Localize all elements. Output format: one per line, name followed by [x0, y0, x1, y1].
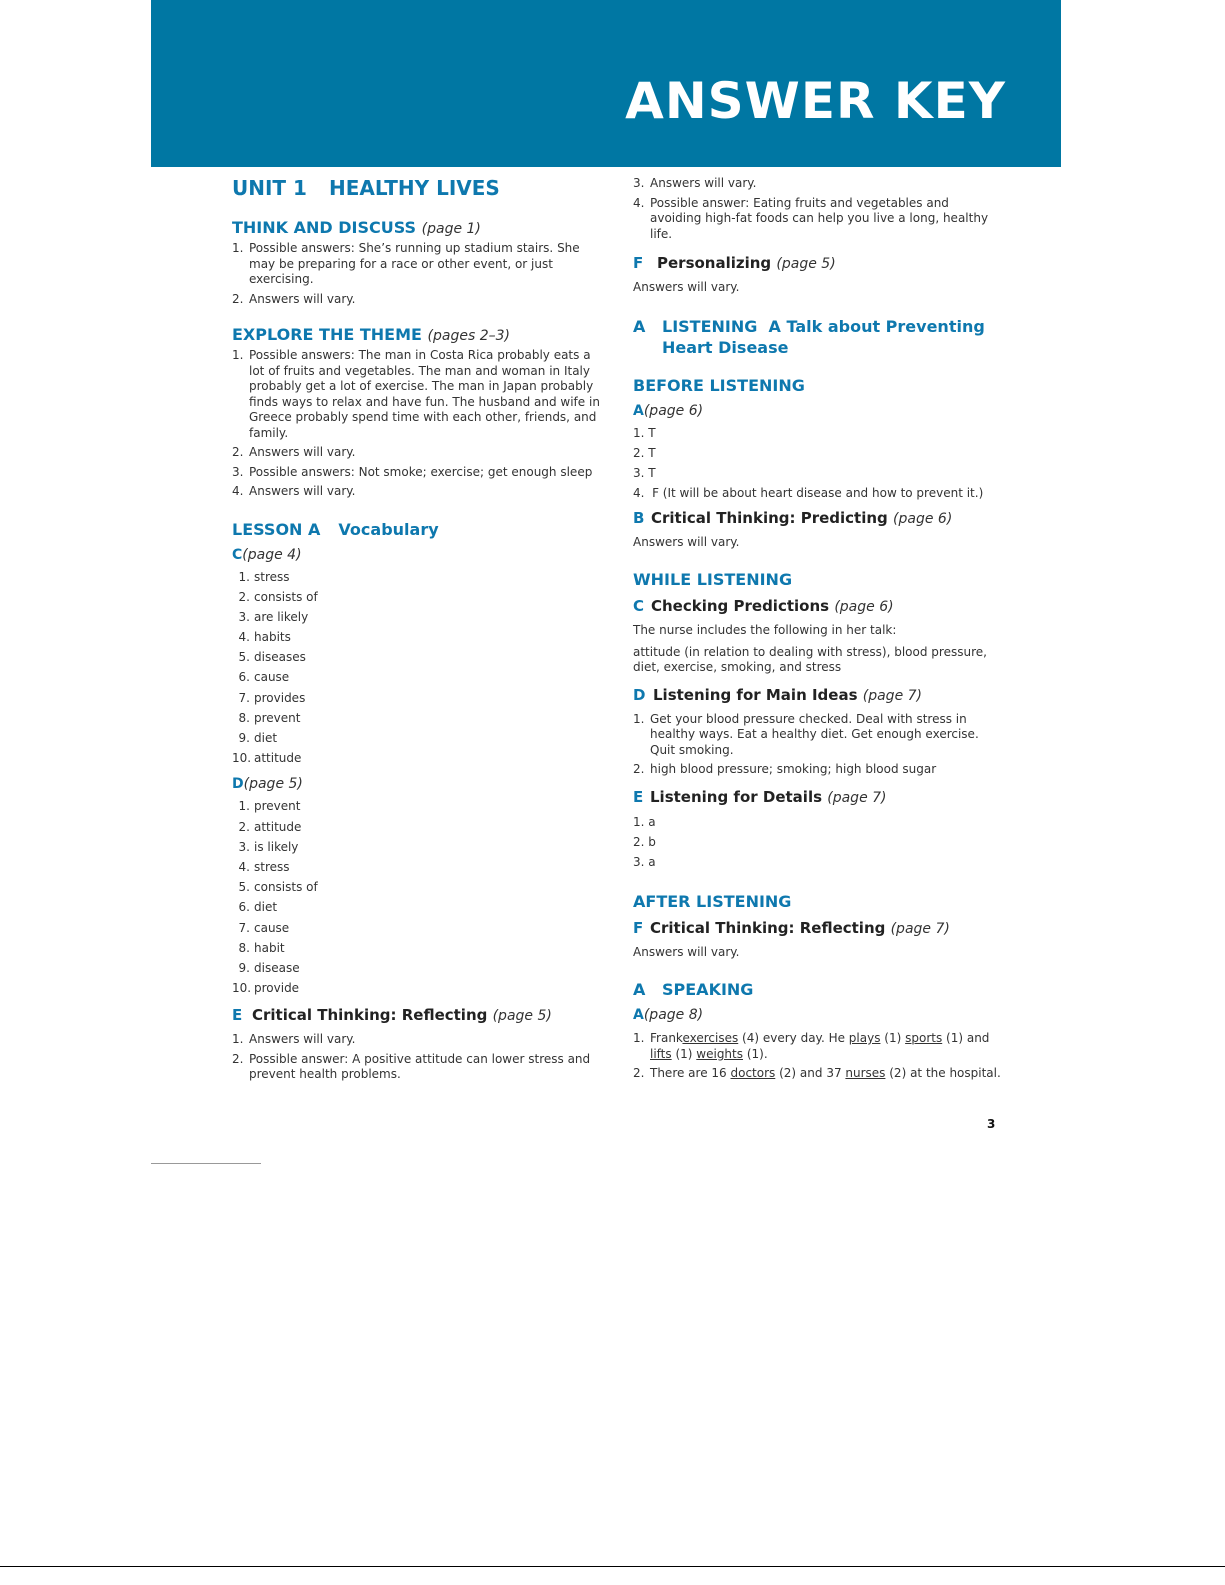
list-item: 1. Possible answers: She’s running up stadium stairs. She may be preparing for a race or other event, or just exercising. [232, 241, 580, 286]
item-text: diseases [254, 650, 306, 665]
item-text: cause [254, 670, 290, 685]
page-ref: (page 7) [890, 920, 950, 937]
item-text: T [648, 465, 656, 480]
text-fragment: There are 16 [650, 1066, 731, 1080]
activity-title: Critical Thinking: Reflecting [650, 918, 886, 937]
item-text: Get your blood pressure checked. Deal with stress in healthy ways. Eat a healthy diet. Get enough exercise. Quit smoking. [650, 711, 979, 757]
activity-letter: E [633, 787, 644, 806]
page-edge-line [0, 1566, 1225, 1567]
activity-c-heading [232, 547, 602, 563]
activity-c-heading [633, 597, 1003, 615]
activity-d-heading [633, 686, 1003, 704]
list-item: 3. are likely [238, 609, 309, 624]
list-item: 6. diet [238, 900, 278, 915]
item-text: Possible answers: Not smoke; exercise; get enough sleep [249, 464, 593, 479]
text-fragment: (2) at the hospital. [885, 1066, 1001, 1080]
underlined-word: nurses [845, 1066, 886, 1080]
page-ref: (pages 2–3) [427, 328, 510, 344]
underlined-word: weights [696, 1046, 743, 1061]
list-item: 1. prevent [238, 799, 301, 814]
underlined-word: sports [905, 1031, 943, 1045]
item-text: Answers will vary. [650, 176, 757, 190]
list-item [633, 176, 1003, 192]
list-item: 2. b [633, 834, 656, 849]
activity-e-list [633, 812, 1003, 872]
section-title: A Talk about Preventing [768, 316, 985, 336]
activity-letter: D [232, 776, 244, 793]
text-fragment: Frank [650, 1031, 683, 1045]
page-ref: (page 7) [827, 789, 887, 806]
list-item: 2. Possible answer: A positive attitude can lower stress and prevent health problems. [232, 1051, 591, 1082]
list-item: 3. a [633, 854, 656, 869]
text-fragment: (1) and [942, 1031, 990, 1045]
activity-d-heading [232, 776, 602, 792]
activity-e-heading [232, 1006, 602, 1024]
page-ref: (page 5) [492, 1008, 552, 1025]
item-text: provides [254, 690, 306, 705]
underlined-word: doctors [730, 1066, 776, 1080]
text-fragment: (4) every day. He [738, 1031, 849, 1045]
list-item [633, 1031, 1003, 1062]
activity-letter: E [232, 1006, 243, 1025]
text-fragment: (1) [671, 1046, 697, 1061]
think-discuss-list [232, 241, 602, 307]
list-item: 2. consists of [238, 589, 318, 604]
item-text: diet [254, 731, 278, 745]
right-column [633, 176, 1003, 1086]
item-text: Answers will vary. [249, 291, 356, 306]
answer-text: attitude (in relation to dealing with stress), blood pressure, diet, exercise, smoking, and stress [633, 644, 987, 674]
activity-a-speaking-list [633, 1031, 1003, 1082]
page-ref: (page 1) [421, 221, 481, 237]
footer-rule [151, 1163, 261, 1164]
list-item: 2. Answers will vary. [232, 291, 356, 306]
explore-theme-heading [232, 325, 602, 344]
item-text: T [648, 425, 656, 440]
activity-title: Checking Predictions [651, 597, 830, 615]
activity-title: Personalizing [657, 254, 772, 272]
item-number: 4. [633, 195, 645, 210]
list-item [633, 1066, 1003, 1082]
item-text: Possible answer: Eating fruits and vegetables and avoiding high-fat foods can help you live a long, healthy life. [650, 195, 989, 241]
list-item: 10. provide [232, 981, 300, 996]
lesson-heading [232, 520, 602, 539]
before-listening-heading: BEFORE LISTENING [633, 375, 805, 395]
activity-a-heading [633, 403, 1003, 419]
activity-title: Listening for Details [650, 787, 823, 806]
item-number: 2. [633, 1066, 645, 1080]
activity-a-list [633, 423, 1003, 503]
activity-f-personalizing-heading [633, 254, 1003, 272]
left-column [232, 170, 602, 1087]
section-title-line2: Heart Disease [662, 337, 789, 357]
list-item: 8. prevent [238, 710, 301, 725]
section-title: EXPLORE THE THEME [232, 325, 422, 344]
underlined-word: plays [848, 1031, 881, 1045]
activity-title: Critical Thinking: Reflecting [252, 1006, 488, 1025]
item-text: a [648, 814, 656, 829]
item-number: 1. [633, 1031, 645, 1045]
underlined-word: lifts [650, 1046, 672, 1061]
item-text: stress [254, 569, 290, 584]
item-text: attitude [254, 819, 302, 834]
item-text: habits [254, 630, 291, 645]
section-label: LISTENING [662, 316, 758, 336]
text-fragment: (1) [880, 1031, 906, 1045]
activity-letter: D [633, 685, 646, 704]
continued-list [633, 176, 1003, 242]
listening-heading [633, 316, 1003, 358]
activity-e-heading [633, 788, 1003, 806]
list-item: 3. T [633, 465, 656, 480]
list-item: 3. is likely [238, 839, 299, 854]
list-item: 1. Get your blood pressure checked. Deal with stress in healthy ways. Eat a healthy diet. Get enough exercise. Quit smoking. [633, 711, 979, 757]
activity-title: Listening for Main Ideas [653, 685, 858, 704]
item-number: 3. [633, 176, 645, 190]
list-item: 1. T [633, 425, 656, 440]
list-item: 3. Possible answers: Not smoke; exercise; get enough sleep [232, 464, 593, 479]
activity-d-list [633, 712, 1003, 778]
item-text: Answers will vary. [249, 1032, 356, 1047]
activity-letter: C [232, 546, 243, 563]
list-item: 7. cause [238, 920, 290, 935]
item-text: stress [254, 859, 290, 874]
list-item: 1. Possible answers: The man in Costa Rica probably eats a lot of fruits and vegetables. The man and woman in Italy probably get a lot of exercise. The man in Japan probably finds ways to relax and have fun. The husband and wife in Greece probably spend time with each other, friends, and family. [232, 348, 600, 440]
item-text: prevent [254, 710, 301, 725]
underlined-word: exercises [682, 1031, 739, 1045]
activity-a-speaking-heading [633, 1007, 1003, 1023]
activity-letter: F [633, 918, 644, 937]
answer-text: Answers will vary. [633, 280, 740, 294]
think-discuss-heading [232, 218, 602, 237]
activity-e-list [232, 1032, 602, 1083]
list-item: 2. high blood pressure; smoking; high blood sugar [633, 762, 937, 776]
item-text: Answers will vary. [249, 484, 356, 498]
lesson-label: LESSON A [232, 519, 321, 539]
list-item: 6. cause [238, 670, 290, 685]
page-ref: (page 8) [643, 1007, 704, 1023]
page-title: ANSWER KEY [625, 72, 1006, 130]
activity-b-heading [633, 509, 1003, 527]
list-item: 8. habit [238, 940, 285, 955]
list-item: 4. F (It will be about heart disease and how to prevent it.) [633, 485, 984, 500]
page-ref: (page 5) [243, 776, 303, 793]
list-item: 1. stress [238, 569, 290, 584]
page-number: 3 [987, 1117, 996, 1131]
list-item: 5. diseases [238, 650, 306, 665]
section-label: SPEAKING [662, 980, 754, 999]
page-ref: (page 4) [242, 546, 302, 563]
list-item: 1. Answers will vary. [232, 1032, 356, 1047]
activity-c-list [232, 567, 602, 769]
unit-title: HEALTHY LIVES [328, 176, 500, 200]
text-fragment: (1). [743, 1046, 768, 1061]
answer-text: Answers will vary. [633, 944, 740, 959]
unit-number: UNIT 1 [232, 176, 307, 200]
item-text: cause [254, 920, 290, 935]
item-text: b [648, 834, 656, 849]
section-letter: A [633, 316, 646, 336]
while-listening-heading: WHILE LISTENING [633, 570, 793, 589]
activity-letter: A [633, 1007, 644, 1023]
header-banner [151, 0, 1061, 167]
activity-letter: A [633, 402, 644, 419]
item-text: is likely [254, 839, 299, 854]
list-item: 2. T [633, 445, 656, 460]
explore-theme-list [232, 348, 602, 500]
activity-letter: B [633, 508, 645, 527]
item-text: prevent [254, 799, 301, 814]
answer-text: The nurse includes the following in her talk: [633, 623, 897, 637]
page-ref: (page 6) [893, 510, 953, 527]
list-item: 9. diet [238, 731, 278, 745]
page-ref: (page 5) [776, 256, 836, 272]
list-item: 4. habits [238, 630, 291, 645]
page-ref: (page 7) [862, 687, 922, 704]
item-text: provide [254, 981, 300, 996]
answer-text: Answers will vary. [633, 534, 740, 549]
item-text: Possible answers: The man in Costa Rica probably eats a lot of fruits and vegetables. The man and woman in Italy probably get a lot of exercise. The man in Japan probably finds ways to relax and have fun. The husband and wife in Greece probably spend time with each other, friends, and family. [249, 348, 600, 440]
lesson-title: Vocabulary [338, 519, 439, 539]
item-text: diet [254, 900, 278, 915]
activity-letter: F [633, 254, 644, 272]
item-text: Possible answer: A positive attitude can lower stress and prevent health problems. [249, 1051, 591, 1082]
item-text: high blood pressure; smoking; high blood sugar [650, 762, 937, 776]
list-item: 9. disease [238, 960, 300, 975]
item-text: attitude [254, 751, 302, 766]
item-text: Answers will vary. [249, 445, 356, 459]
activity-letter: C [633, 597, 645, 615]
activity-d-list [232, 796, 602, 998]
list-item: 7. provides [238, 690, 306, 705]
item-text: F (It will be about heart disease and how to prevent it.) [652, 485, 984, 500]
unit-heading [232, 176, 602, 204]
list-item: 10. attitude [232, 751, 302, 766]
section-letter: A [633, 980, 646, 999]
item-text: consists of [254, 589, 318, 604]
item-text: habit [254, 940, 285, 955]
item-text: disease [254, 960, 300, 975]
after-listening-heading: AFTER LISTENING [633, 891, 792, 911]
list-item: 4. stress [238, 859, 290, 874]
page-ref: (page 6) [834, 599, 894, 615]
list-item: 1. a [633, 814, 656, 829]
list-item: 5. consists of [238, 880, 318, 895]
activity-title: Critical Thinking: Predicting [651, 508, 888, 527]
item-text: a [648, 854, 656, 869]
item-text: consists of [254, 880, 318, 895]
text-fragment: (2) and 37 [775, 1066, 846, 1080]
list-item: 2. attitude [238, 819, 302, 834]
list-item: 2. Answers will vary. [232, 445, 356, 459]
item-text: T [648, 445, 656, 460]
speaking-heading [633, 980, 1003, 999]
page-ref: (page 6) [643, 402, 704, 419]
item-text: are likely [254, 609, 309, 624]
list-item: 4. Answers will vary. [232, 484, 356, 498]
item-text: Possible answers: She’s running up stadium stairs. She may be preparing for a race or other event, or just exercising. [249, 241, 580, 286]
activity-f-reflecting-heading [633, 919, 1003, 937]
section-title: THINK AND DISCUSS [232, 218, 417, 237]
list-item [633, 196, 1003, 243]
